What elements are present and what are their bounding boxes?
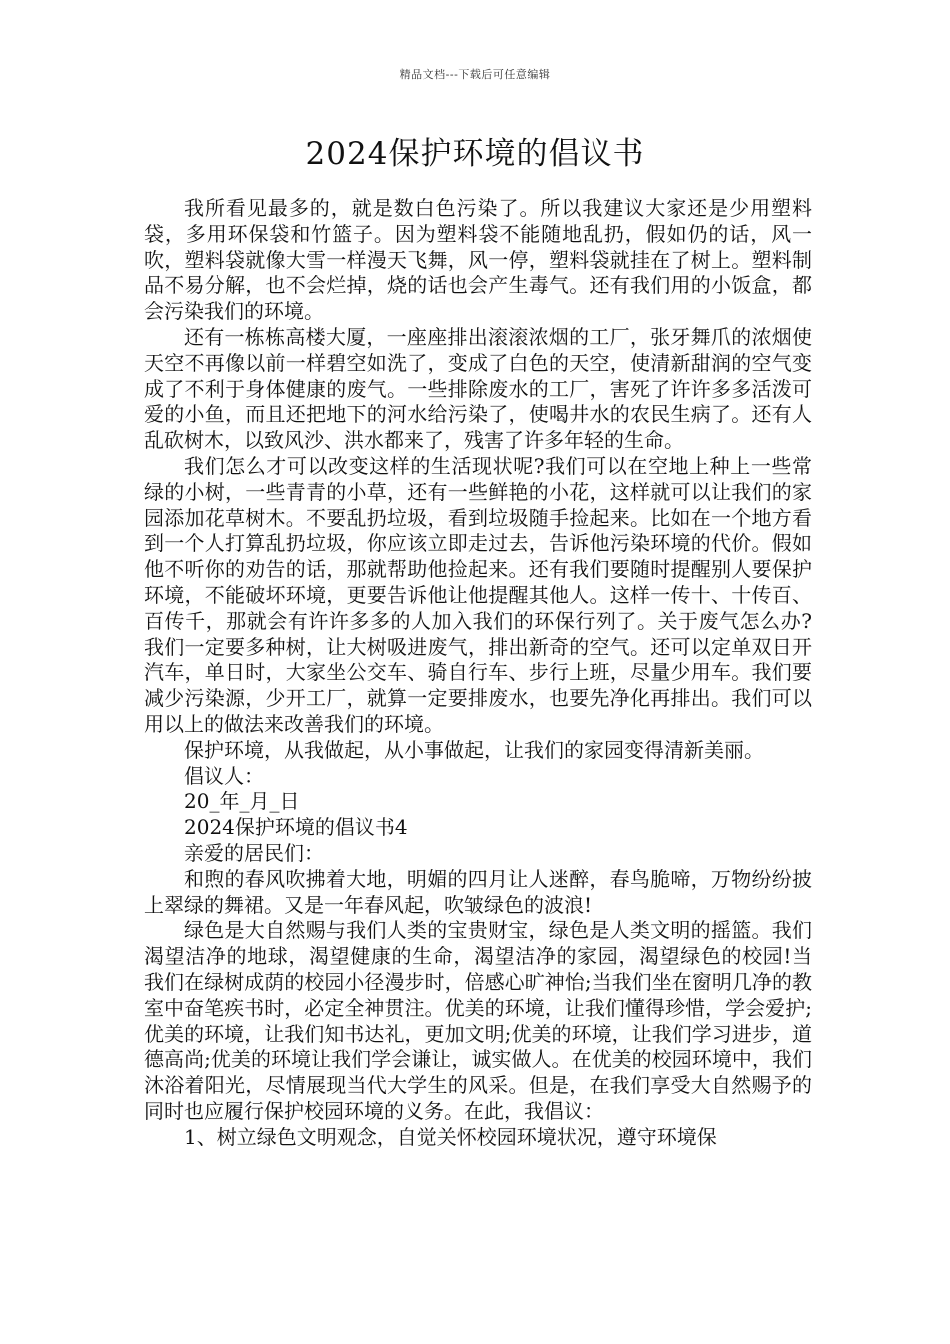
paragraph: 我所看见最多的，就是数白色污染了。所以我建议大家还是少用塑料袋，多用环保袋和竹篮子。因为塑料袋不能随地乱扔，假如仍的话，风一吹，塑料袋就像大雪一样漫天飞舞，风一停，塑料袋就挂在了树上。塑料制品不易分解，也不会烂掉，烧的话也会产生毒气。还有我们用的小饭盒，都会污染我们的环境。 — [144, 196, 812, 324]
paragraph: 和煦的春风吹拂着大地，明媚的四月让人迷醉，春鸟脆啼，万物纷纷披上翠绿的舞裙。又是一年春风起，吹皱绿色的波浪! — [144, 866, 812, 917]
salutation: 亲爱的居民们： — [184, 840, 324, 865]
document-title: 2024保护环境的倡议书 — [305, 136, 645, 172]
signature-label: 倡议人： — [184, 763, 264, 788]
header-note: 精品文档---下载后可任意编辑 — [399, 68, 551, 81]
paragraph: 绿色是大自然赐与我们人类的宝贵财宝，绿色是人类文明的摇篮。我们渴望洁净的地球，渴望健康的生命，渴望洁净的家园，渴望绿色的校园!当我们在绿树成荫的校园小径漫步时，倍感心旷神怡;当我们坐在窗明几净的教室中奋笔疾书时，必定全神贯注。优美的环境，让我们懂得珍惜，学会爱护;优美的环境，让我们知书达礼，更加文明;优美的环境，让我们学习进步，道德高尚;优美的环境让我们学会谦让，诚实做人。在优美的校园环境中，我们沐浴着阳光，尽情展现当代大学生的风采。但是，在我们享受大自然赐予的同时也应履行保护校园环境的义务。在此，我倡议： — [144, 918, 812, 1123]
paragraph: 我们怎么才可以改变这样的生活现状呢?我们可以在空地上种上一些常绿的小树，一些青青的小草，还有一些鲜艳的小花，这样就可以让我们的家园添加花草树木。不要乱扔垃圾，看到垃圾随手捡起来。比如在一个地方看到一个人打算乱扔垃圾，你应该立即走过去，告诉他污染环境的代价。假如他不听你的劝告的话，那就帮助他捡起来。还有我们要随时提醒别人要保护环境，不能破坏环境，更要告诉他让他提醒其他人。这样一传十、十传百、百传千，那就会有许许多多的人加入我们的环保行列了。关于废气怎么办?我们一定要多种树，让大树吸进废气，排出新奇的空气。还可以定单双日开汽车，单日时，大家坐公交车、骑自行车、步行上班，尽量少用车。我们要减少污染源，少开工厂，就算一定要排废水，也要先净化再排出。我们可以用以上的做法来改善我们的环境。 — [144, 453, 812, 736]
paragraph: 保护环境，从我做起，从小事做起，让我们的家园变得清新美丽。 — [184, 737, 764, 762]
document-body — [144, 196, 812, 1150]
paragraph: 还有一栋栋高楼大厦，一座座排出滚滚浓烟的工厂，张牙舞爪的浓烟使天空不再像以前一样碧空如洗了，变成了白色的天空，使清新甜润的空气变成了不利于身体健康的废气。一些排除废水的工厂，害死了许许多多活泼可爱的小鱼，而且还把地下的河水给污染了，使喝井水的农民生病了。还有人乱砍树木，以致风沙、洪水都来了，残害了许多年轻的生命。 — [144, 324, 812, 453]
section-heading: 2024保护环境的倡议书4 — [184, 815, 408, 840]
date-line: 20_年_月_日 — [184, 789, 300, 814]
list-item: 1、树立绿色文明观念，自觉关怀校园环境状况，遵守环境保 — [184, 1124, 717, 1149]
